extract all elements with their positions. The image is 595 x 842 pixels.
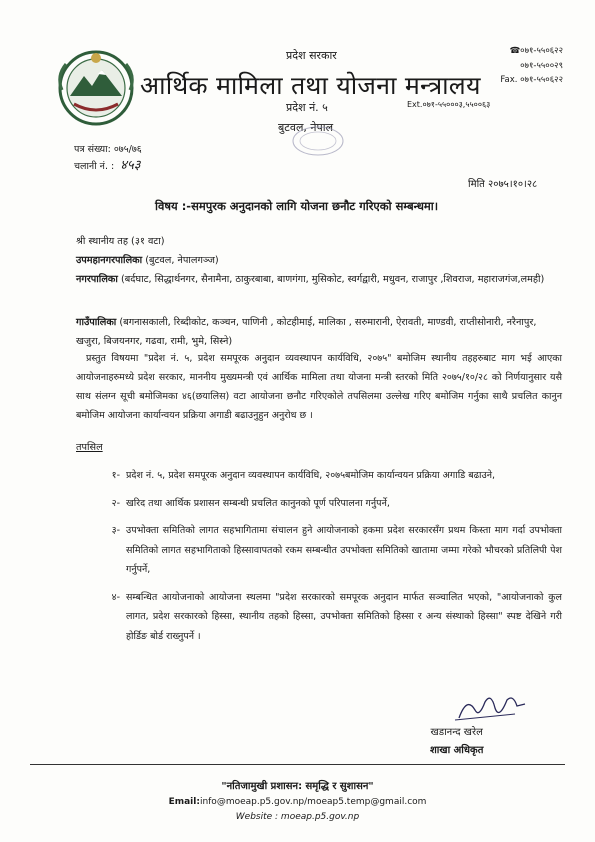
footer-email <box>0 797 595 807</box>
letter-number: पत्र संख्या: ०७५/७६ <box>74 144 142 155</box>
list-item-number: २- <box>111 497 120 509</box>
sub-metro-label: उपमहानगरपालिका <box>76 255 143 266</box>
municipality-label: नगरपालिका <box>76 274 118 285</box>
list-item-text: सम्बन्धित आयोजनाको आयोजना स्थलमा "प्रदेश सरकारको समपूरक अनुदान मार्फत सञ्चालित भएको, "आयोजनाको कुल लागत, प्रदेश सरकारको हिस्सा, स्थानीय तहको हिस्सा, उपभोक्ता समितिको हिस्सा र अन्य संस्थाको हिस्सा" स्पष्ट देखिने गरी होर्डिङ बोर्ड राख्नुपर्ने । <box>126 591 562 642</box>
body-paragraph: प्रस्तुत विषयमा "प्रदेश नं. ५, प्रदेश समपूरक अनुदान व्यवस्थापन कार्यविधि, २०७५" बमोजिम स्थानीय तहहरुबाट माग भई आएका आयोजनाहरुमध्ये प्रदेश सरकार, माननीय मुख्यमन्त्री एवं आर्थिक मामिला तथा योजना मन्त्री स्तरको मिति २०७५/१०/२८ को निर्णयानुसार यसै साथ संलग्न सूची बमोजिमका ४६(छयालिस) वटा आयोजना छनौट गरिएकोले तपसिलमा उल्लेख गरिए बमोजिम गर्नुका साथै प्रचलित कानुन बमोजिम आयोजना कार्यान्वयन प्रक्रिया अगाडी बढाउनुहुन अनुरोध छ । <box>76 353 562 421</box>
province-name: प्रदेश नं. ५ <box>286 101 328 114</box>
ministry-name: आर्थिक मामिला तथा योजना मन्त्रालय <box>140 71 481 100</box>
letter-date: मिति २०७५।१०।२८ <box>468 179 538 190</box>
list-item-text: प्रदेश नं. ५, प्रदेश समपूरक अनुदान व्यवस्थापन कार्यविधि, २०७५बमोजिम कार्यान्वयन प्रक्रिया अगाडि बढाउने, <box>126 470 495 481</box>
contact-phones <box>500 44 563 88</box>
addressee-sub-metro <box>76 251 546 270</box>
list-item-text: उपभोक्ता समितिको लागत सहभागितामा संचालन हुने आयोजनाको हकमा प्रदेश सरकारसँग प्रथम किस्ता माग गर्दा उपभोक्ता समितिको लागत सहभागिताको हिस्सावापतको रकम सम्बन्धीत उपभोक्ता समितिको खातामा जम्मा गरेको भौचरको प्रतिलिपी पेश गर्नुपर्ने, <box>126 525 562 575</box>
footer-divider <box>30 764 565 765</box>
phone-number: ०७१-५५००२९ <box>520 60 563 71</box>
addressee-rural-municipality <box>76 313 546 351</box>
email-label: Email: <box>168 797 200 807</box>
rural-municipality-list: (बगनासकाली, रिब्दीकोट, कञ्चन, पाणिनी , कोटहीमाई, मालिका , सरुमारानी, ऐरावती, माण्डवी, राप्तीसोनारी, नरैनापुर, खजुरा, बिजयनगर, गढवा, रामी, भुमे, सिस्ने) <box>76 317 537 347</box>
details-list <box>76 466 562 654</box>
reference-block <box>74 142 142 175</box>
signatory-name: खडानन्द खरेल <box>430 727 483 738</box>
list-item <box>76 521 562 580</box>
sub-metro-list: (बुटवल, नेपालगञ्ज) <box>145 255 219 266</box>
phone-number: ☎०७१-५५०६२२ <box>509 46 563 56</box>
footer-website[interactable]: Website : moeap.p5.gov.np <box>235 812 360 822</box>
dispatch-label: चलानी नं. : <box>74 161 115 172</box>
list-item-number: १- <box>111 470 120 481</box>
office-stamp <box>290 124 346 158</box>
rural-municipality-label: गाउँपालिका <box>76 317 117 328</box>
details-heading: तपसिल <box>76 442 103 453</box>
list-item <box>76 466 562 486</box>
municipality-list: (बर्दघाट, सिद्धार्थनगर, सैनामैना, ठाकुरबाबा, बाणगंगा, मुसिकोट, स्वर्गद्वारी, मधुवन, राजापुर ,शिवराज, महाराजगंज,लमही) <box>120 274 545 285</box>
signatory-block <box>430 724 483 760</box>
fax-number: Fax. ०७१-५५०६२२ <box>500 75 563 85</box>
list-item-number: ३- <box>111 525 120 536</box>
city-name: बुटवल, नेपाल <box>278 121 334 134</box>
list-item <box>76 494 562 514</box>
email-address[interactable]: info@moeap.p5.gov.np/moeap5.temp@gmail.com <box>199 797 427 807</box>
list-item-number: ४- <box>111 591 120 603</box>
addressee-line: श्री स्थानीय तह (३१ वटा) <box>76 236 165 247</box>
letter-subject: विषय :-समपुरक अनुदानको लागि योजना छनौट गरिएको सम्बन्धमा। <box>155 199 439 213</box>
footer-motto: "नतिजामुखी प्रशासन: समृद्धि र सुशासन" <box>221 781 374 792</box>
nepal-emblem-logo <box>52 46 140 130</box>
dispatch-number: ४५३ <box>120 158 141 173</box>
list-item <box>76 588 562 647</box>
government-name: प्रदेश सरकार <box>286 49 337 62</box>
list-item-text: खरिद तथा आर्थिक प्रशासन सम्बन्धी प्रचलित कानुनको पूर्ण परिपालना गर्नुपर्ने, <box>126 497 390 509</box>
extension-numbers: Ext.०७१-५५०००३,५५००६३ <box>407 100 491 109</box>
dispatch-number-line <box>74 158 142 175</box>
signatory-title: शाखा अधिकृत <box>430 745 484 756</box>
addressee-municipality <box>76 270 546 289</box>
handwritten-signature <box>445 690 535 726</box>
